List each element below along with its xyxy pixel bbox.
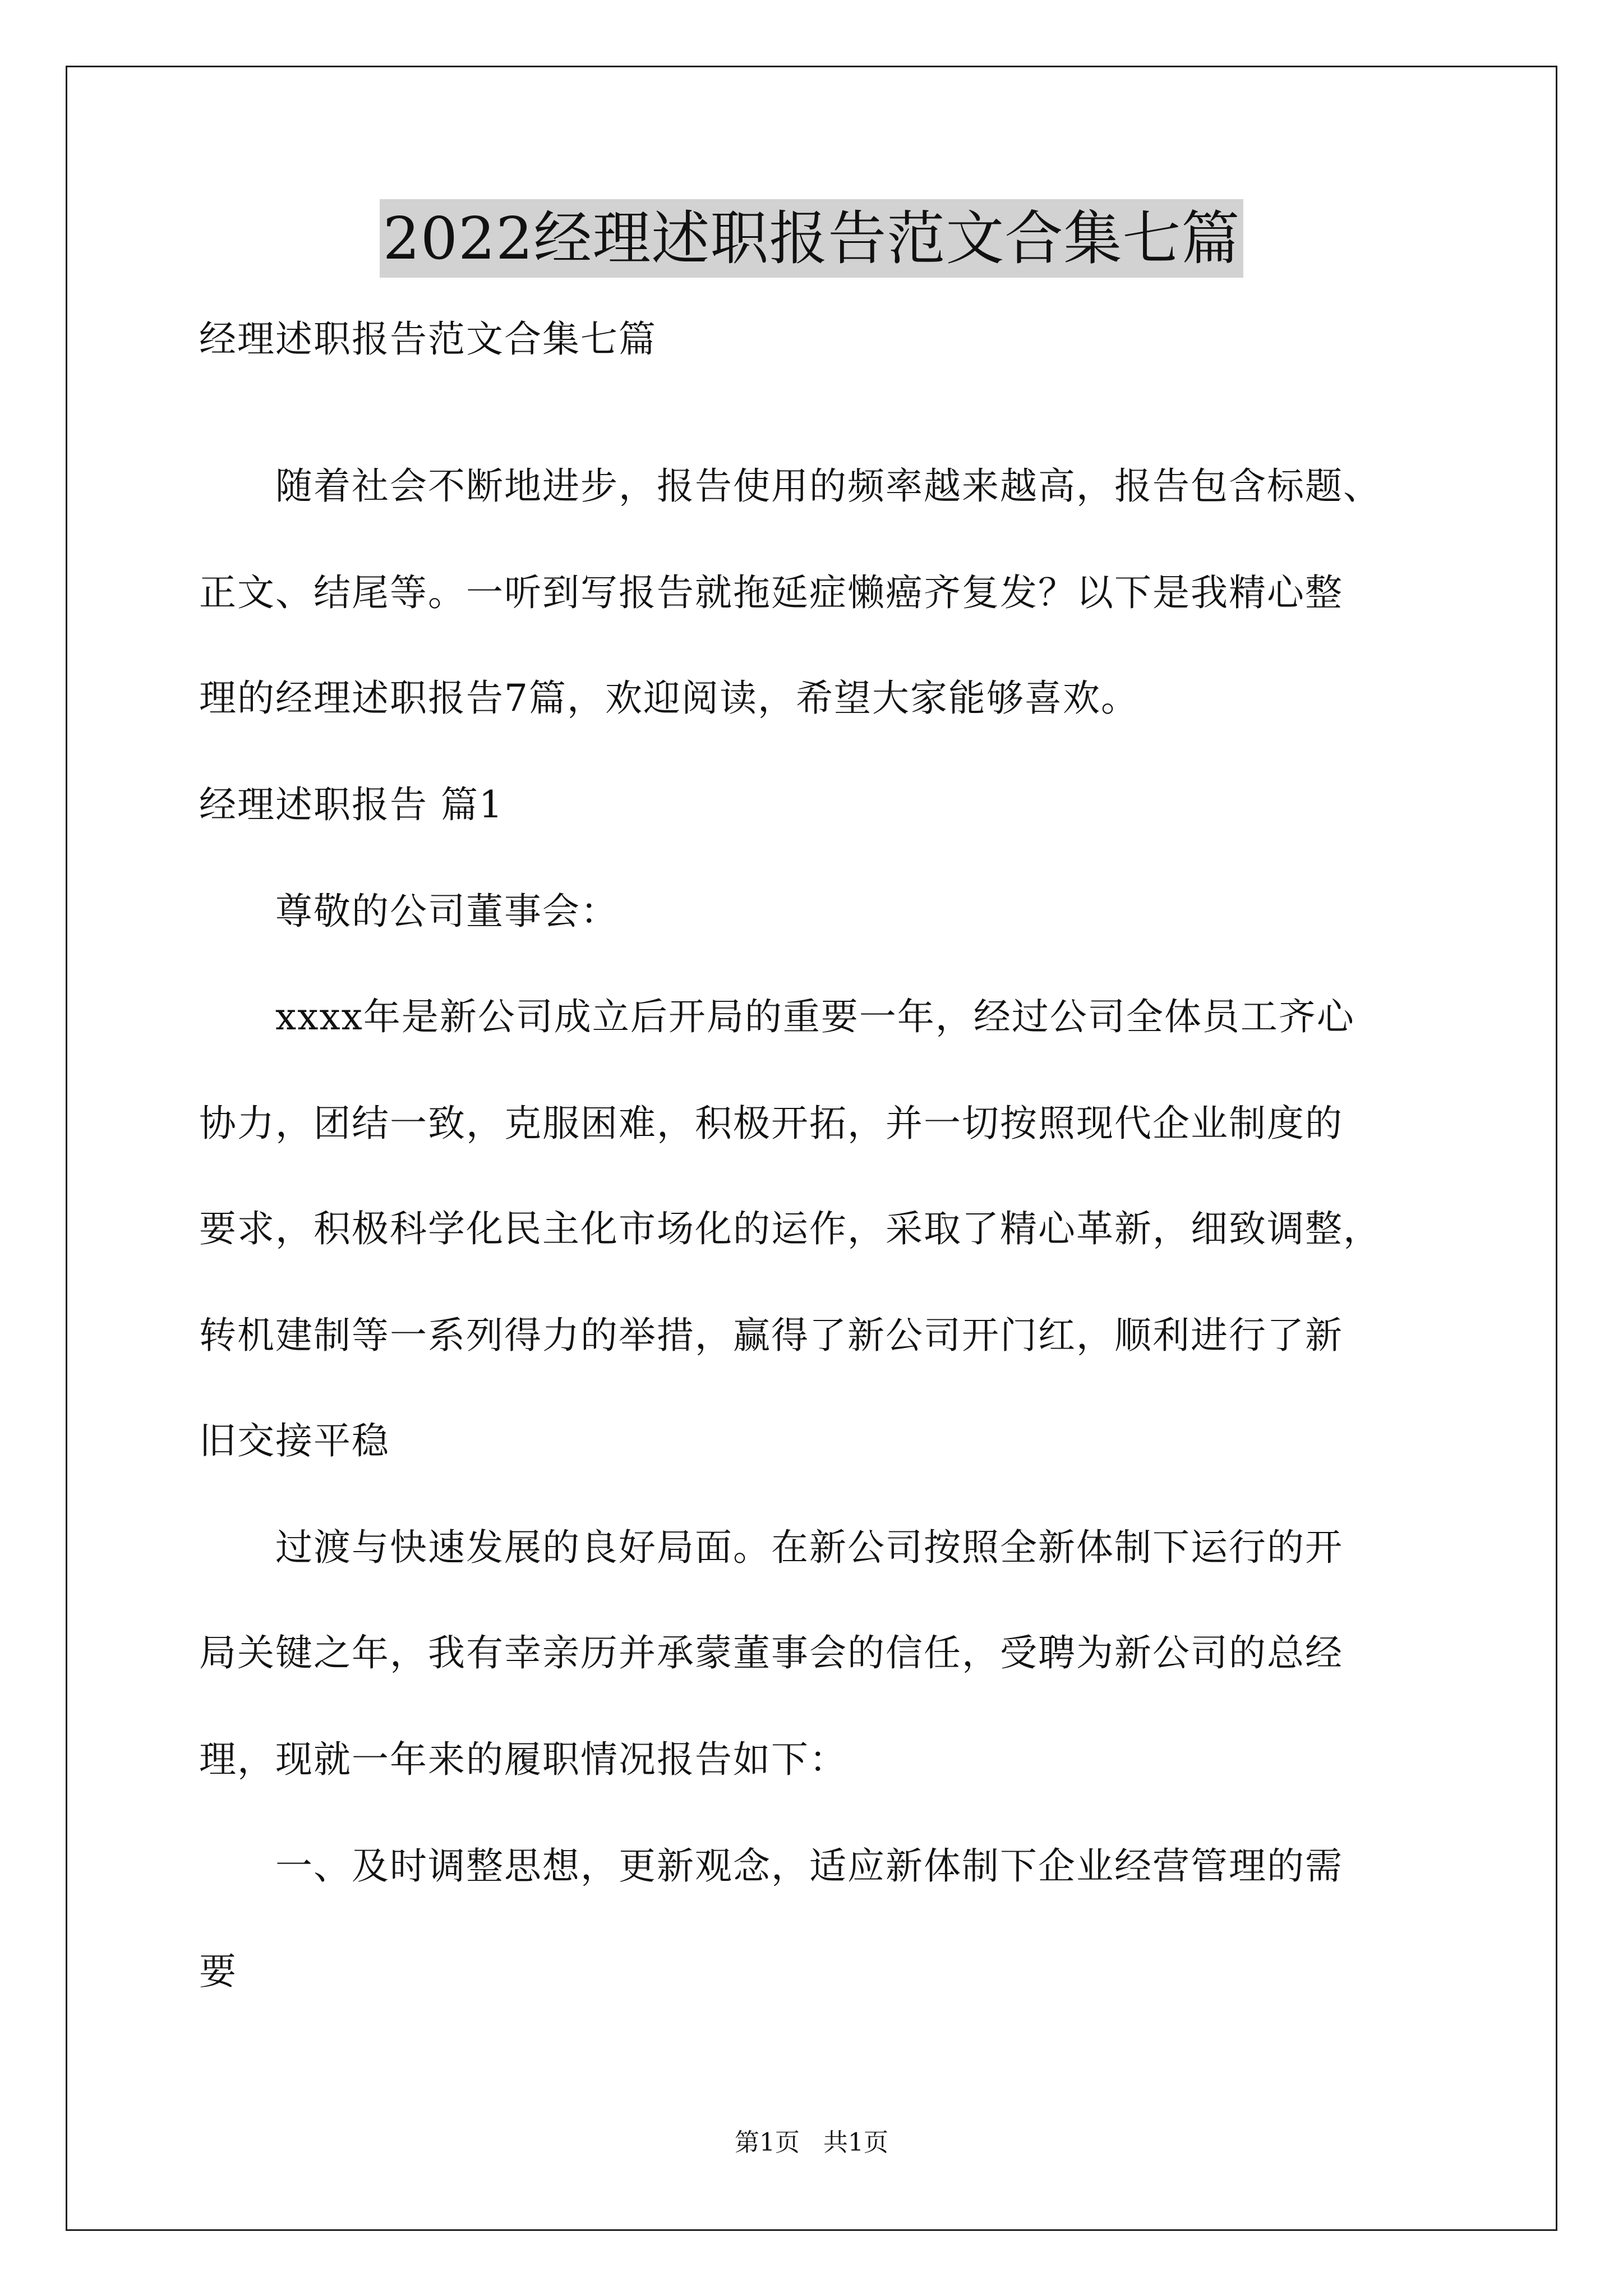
body-line: 旧交接平稳	[199, 1419, 390, 1462]
body-line: 尊敬的公司董事会：	[199, 890, 619, 933]
body-line: 正文、结尾等。一听到写报告就拖延症懒癌齐复发？以下是我精心整	[199, 571, 1343, 614]
body-line: 局关键之年，我有幸亲历并承蒙董事会的信任，受聘为新公司的总经	[199, 1631, 1343, 1674]
title-container	[0, 199, 1623, 278]
body-line: 过渡与快速发展的良好局面。在新公司按照全新体制下运行的开	[199, 1526, 1343, 1569]
body-line: 转机建制等一系列得力的举措，赢得了新公司开门红，顺利进行了新	[199, 1314, 1343, 1357]
section-heading: 经理述职报告 篇1	[199, 783, 504, 826]
body-line: 要	[199, 1950, 237, 1993]
body-line: xxxx年是新公司成立后开局的重要一年，经过公司全体员工齐心	[199, 995, 1355, 1038]
body-line: 理，现就一年来的履职情况报告如下：	[199, 1738, 847, 1781]
body-line: 经理述职报告范文合集七篇	[199, 318, 657, 361]
document-title: 2022经理述职报告范文合集七篇	[380, 199, 1244, 278]
body-line: 协力，团结一致，克服困难，积极开拓，并一切按照现代企业制度的	[199, 1102, 1343, 1145]
page-footer: 第1页 共1页	[735, 2128, 888, 2157]
body-line: 理的经理述职报告7篇，欢迎阅读，希望大家能够喜欢。	[199, 677, 1139, 720]
body-line: 一、及时调整思想，更新观念，适应新体制下企业经营管理的需	[199, 1844, 1343, 1888]
body-line: 随着社会不断地进步，报告使用的频率越来越高，报告包含标题、	[199, 464, 1381, 508]
body-line: 要求，积极科学化民主化市场化的运作，采取了精心革新，细致调整，	[199, 1207, 1381, 1250]
